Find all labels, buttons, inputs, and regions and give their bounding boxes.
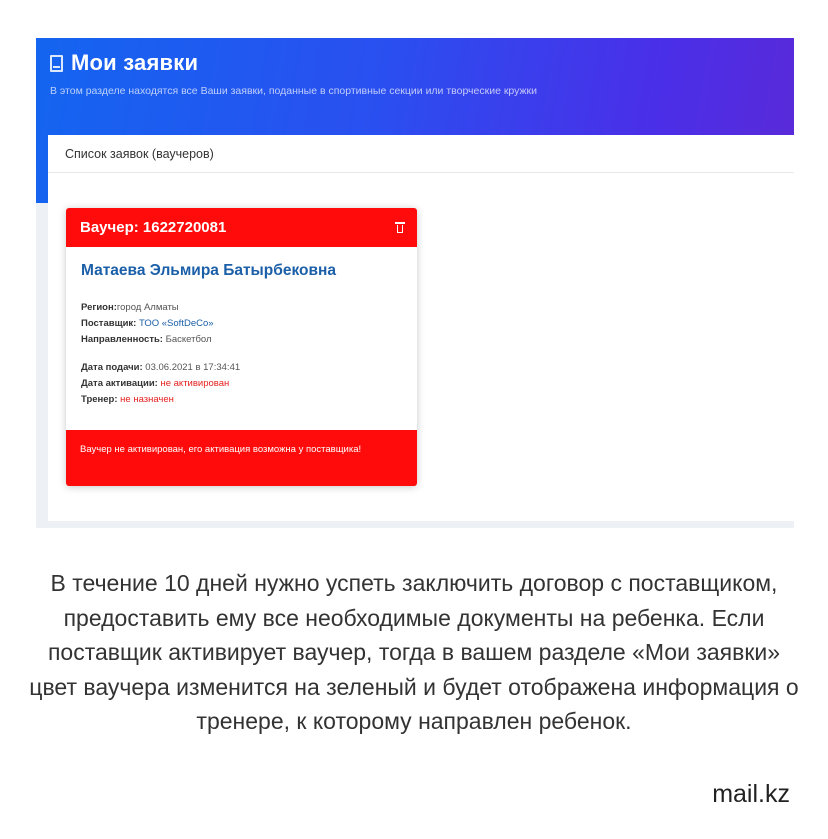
voucher-header — [66, 208, 417, 247]
panel-title: Список заявок (ваучеров) — [48, 135, 794, 173]
submitted-label: Дата подачи: — [81, 362, 143, 373]
page-title-row — [50, 50, 198, 76]
provider-label: Поставщик: — [81, 318, 137, 329]
voucher-status-notice: Ваучер не активирован, его активация возможна у поставщика! — [66, 430, 417, 486]
voucher-card[interactable] — [66, 208, 417, 486]
activation-label: Дата активации: — [81, 378, 158, 389]
screenshot-frame — [36, 38, 794, 528]
page-subtitle: В этом разделе находятся все Ваши заявки, поданные в спортивные секции или творческие кружки — [50, 85, 537, 97]
region-row — [81, 300, 417, 316]
activation-row — [81, 376, 417, 392]
direction-value: Баскетбол — [165, 334, 212, 345]
voucher-details — [81, 300, 417, 408]
caption-text: В течение 10 дней нужно успеть заключить договор с поставщиком, предоставить ему все необходимые документы на ребенка. Если поставщик активирует ваучер, тогда в вашем разделе «Мои заявки» цвет ваучера изменится на зеленый и будет отображена информация о тренере, к которому направлен ребенок. — [29, 570, 799, 734]
page-title: Мои заявки — [71, 50, 199, 75]
voucher-holder-name: Матаева Эльмира Батырбековна — [81, 262, 336, 279]
coach-label: Тренер: — [81, 394, 118, 405]
region-value: город Алматы — [116, 302, 179, 313]
voucher-number: Ваучер: 1622720081 — [80, 219, 227, 236]
direction-label: Направленность: — [81, 334, 163, 345]
submitted-row — [81, 360, 417, 376]
coach-value: не назначен — [120, 394, 174, 405]
brand-watermark: mail.kz — [712, 780, 790, 808]
direction-row — [81, 332, 417, 348]
provider-link[interactable]: ТОО «SoftDeCo» — [138, 318, 214, 329]
book-icon — [50, 55, 63, 72]
trash-icon[interactable] — [395, 222, 405, 233]
vouchers-panel — [48, 135, 794, 521]
activation-value: не активирован — [160, 378, 230, 389]
coach-row — [81, 392, 417, 408]
submitted-value: 03.06.2021 в 17:34:41 — [145, 362, 241, 373]
provider-row — [81, 316, 417, 332]
region-label: Регион: — [81, 302, 117, 313]
